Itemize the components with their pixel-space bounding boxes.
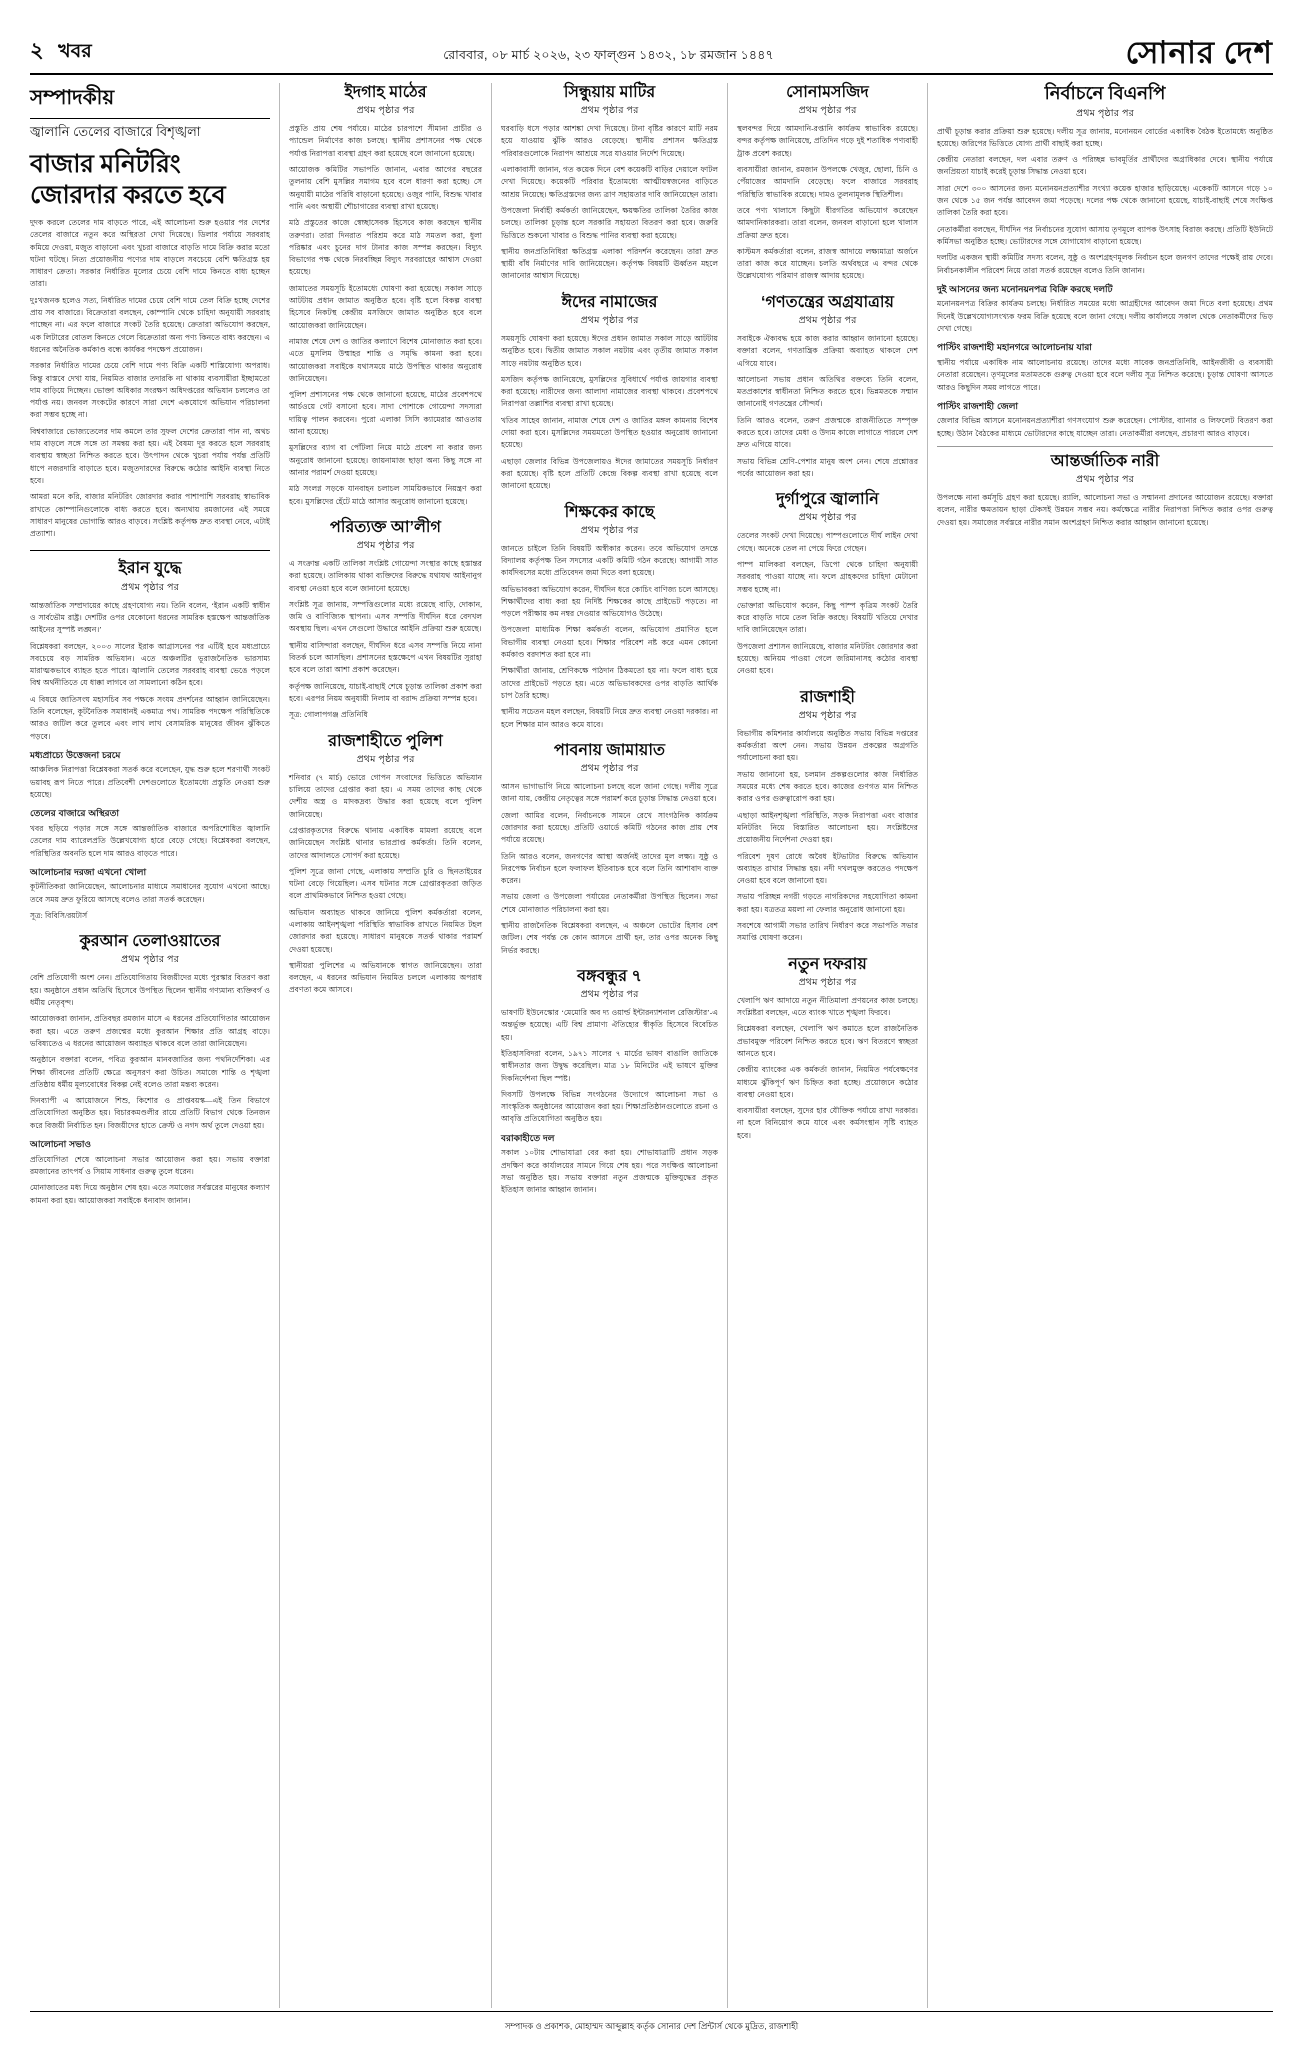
article-paragraph: বিশ্লেষকরা বলছেন, ২০০৩ সালের ইরাক আগ্রাসনের পর এটিই হবে মধ্যপ্রাচ্যে সবচেয়ে বড় সামরিক অভিযান। এতে অঞ্চলটির ভূরাজনৈতিক ভারসাম্য মারাত্মকভাবে ব্যাহত হতে পারে। জ্বালানি তেলের সরবরাহ ব্যবস্থা ভেঙে পড়লে বিশ্ব অর্থনীতিতে যে ধাক্কা লাগবে তা সামলানো কঠিন হবে। bbox=[30, 641, 270, 688]
article-paragraph: দলটির একজন স্থায়ী কমিটির সদস্য বলেন, সুষ্ঠু ও অংশগ্রহণমূলক নির্বাচন হলে জনগণ তাদের পক্ষেই রায় দেবে। নির্বাচনকালীন পরিবেশ নিয়ে তারা সতর্ক রয়েছেন বলেও তিনি জানান। bbox=[937, 253, 1273, 275]
article-paragraph: ব্যবসায়ীরা জানান, রমজান উপলক্ষে খেজুর, ছোলা, চিনি ও পেঁয়াজের আমদানি বেড়েছে। ফলে বাজারে সরবরাহ পরিস্থিতি স্বাভাবিক রয়েছে। দামও তুলনামূলক স্থিতিশীল। bbox=[737, 165, 918, 199]
article-jumpline: প্রথম পৃষ্ঠার পর bbox=[798, 105, 857, 117]
article-paragraph: জেলা আমির বলেন, নির্বাচনকে সামনে রেখে সাংগঠনিক কার্যক্রম জোরদার করা হয়েছে। প্রতিটি ওয়ার্ডে কমিটি গঠনের কাজ প্রায় শেষ পর্যায়ে রয়েছে। bbox=[501, 810, 718, 845]
article-paragraph: জেলার বিভিন্ন আসনে মনোনয়নপ্রত্যাশীরা গণসংযোগ শুরু করেছেন। পোস্টার, ব্যানার ও লিফলেট বিতরণ করা হচ্ছে। উঠান বৈঠকের মাধ্যমে ভোটারদের কাছে যাচ্ছেন তারা। নেতাকর্মীরা বলছেন, প্রচারণা আরও বাড়বে। bbox=[937, 416, 1273, 438]
article-byline: সূত্র: গোলাপগঞ্জ প্রতিনিধি bbox=[289, 710, 368, 720]
article-paragraph: তবে পণ্য খালাসে কিছুটা ধীরগতির অভিযোগ করেছেন আমদানিকারকরা। তারা বলেন, জনবল বাড়ানো হলে খালাস প্রক্রিয়া দ্রুত হবে। bbox=[737, 205, 918, 240]
article-headline: ইরান যুদ্ধে bbox=[118, 560, 182, 578]
article-paragraph: সভায় পরিচ্ছন্ন নগরী গড়তে নাগরিকদের সহযোগিতা কামনা করা হয়। যত্রতত্র ময়লা না ফেলার অনুরোধ জানানো হয়। bbox=[737, 892, 918, 914]
article-paragraph: এ বিষয়ে জাতিসংঘ মহাসচিব সব পক্ষকে সংযম প্রদর্শনের আহ্বান জানিয়েছেন। তিনি বলেছেন, কূটনৈতিক সমাধানই একমাত্র পথ। সামরিক পদক্ষেপ পরিস্থিতিকে আরও জটিল করে তুলবে এবং লাখ লাখ বেসামরিক মানুষের জীবন ঝুঁকিতে পড়বে। bbox=[30, 694, 270, 741]
editorial-paragraph: দুঃখজনক হলেও সত্য, নির্ধারিত দামের চেয়ে বেশি দামে তেল বিক্রি হচ্ছে দেশের প্রায় সব বাজারে। বিক্রেতারা বলছেন, কোম্পানি থেকে চাহিদা অনুযায়ী সরবরাহ পাচ্ছেন না। এর ফলে বাজারে সংকট তৈরি হয়েছে। ক্রেতারা অভিযোগ করছেন, এক লিটারের বোতল কিনতে গেলে বিক্রেতারা অন্য পণ্য কিনতে বাধ্য করছেন। এ ধরনের অনৈতিক কর্মকাণ্ড বন্ধে কার্যকর পদক্ষেপ প্রয়োজন। bbox=[30, 295, 270, 354]
article-paragraph: আয়োজকরা জানান, প্রতিবছর রমজান মাসে এ ধরনের প্রতিযোগিতার আয়োজন করা হয়। এতে তরুণ প্রজন্মের মধ্যে কুরআন শিক্ষার প্রতি আগ্রহ বাড়ে। ভবিষ্যতেও এ ধরনের আয়োজন অব্যাহত থাকবে বলে তারা জানিয়েছেন। bbox=[30, 1014, 270, 1048]
article-paragraph: মাঠ প্রস্তুতের কাজে স্বেচ্ছাসেবক হিসেবে কাজ করছেন স্থানীয় তরুণরা। তারা দিনরাত পরিশ্রম করে মাঠ সমতল করা, ধুলা পরিষ্কার এবং চুনের দাগ টানার কাজ সম্পন্ন করছেন। বিদ্যুৎ বিভাগের পক্ষ থেকে নিরবচ্ছিন্ন বিদ্যুৎ সরবরাহের আশ্বাস দেওয়া হয়েছে। bbox=[289, 218, 482, 277]
article-jumpline: প্রথম পৃষ্ঠার পর bbox=[580, 763, 639, 775]
article-paragraph: শনিবার (৭ মার্চ) ভোরে গোপন সংবাদের ভিত্তিতে অভিযান চালিয়ে তাদের গ্রেপ্তার করা হয়। এ সময় তাদের কাছ থেকে দেশীয় অস্ত্র ও মাদকদ্রব্য উদ্ধার করা হয়েছে বলে পুলিশ জানিয়েছে। bbox=[289, 772, 482, 819]
article-subheading: তেলের বাজারে অস্থিরতা bbox=[30, 808, 119, 819]
article-paragraph: স্থানীয় জনপ্রতিনিধিরা ক্ষতিগ্রস্ত এলাকা পরিদর্শন করেছেন। তারা দ্রুত স্থায়ী বাঁধ নির্মাণের দাবি জানিয়েছেন। কর্তৃপক্ষ বিষয়টি ঊর্ধ্বতন মহলে জানানোর আশ্বাস দিয়েছে। bbox=[501, 246, 718, 281]
article-body bbox=[289, 123, 482, 508]
page-number: ২ bbox=[30, 39, 45, 62]
article-paragraph: স্থানীয়রা পুলিশের এ অভিযানকে স্বাগত জানিয়েছেন। তারা বলছেন, এ ধরনের অভিযান নিয়মিত চললে এলাকায় অপরাধ প্রবণতা কমে আসবে। bbox=[289, 960, 482, 995]
article-headline: রাজশাহী bbox=[800, 688, 855, 706]
article-paragraph: সংশ্লিষ্ট সূত্র জানায়, সম্পত্তিগুলোর মধ্যে রয়েছে বাড়ি, দোকান, জমি ও বাণিজ্যিক স্থাপনা। এসব সম্পত্তি দীর্ঘদিন ধরে বেদখল অবস্থায় ছিল। এখন সেগুলো উদ্ধারে আইনি প্রক্রিয়া শুরু হয়েছে। bbox=[289, 599, 482, 634]
article-paragraph: আঞ্চলিক নিরাপত্তা বিশ্লেষকরা সতর্ক করে বলেছেন, যুদ্ধ শুরু হলে শরণার্থী সংকট ভয়াবহ রূপ নিতে পারে। প্রতিবেশী দেশগুলোতে ইতোমধ্যে প্রস্তুতি নেওয়া শুরু হয়েছে। bbox=[30, 765, 270, 800]
article-porita-awami bbox=[289, 518, 482, 722]
article-paragraph: উপলক্ষে নানা কর্মসূচি গ্রহণ করা হয়েছে। র‍্যালি, আলোচনা সভা ও সম্মাননা প্রদানের আয়োজন রয়েছে। বক্তারা বলেন, নারীর ক্ষমতায়ন ছাড়া টেকসই উন্নয়ন সম্ভব নয়। কর্মক্ষেত্রে নারীর নিরাপত্তা নিশ্চিত করার ওপর গুরুত্ব দেওয়া হয়। সমাজের সর্বস্তরে নারীর সমান অংশগ্রহণ নিশ্চিত করার আহ্বান জানানো হয়েছে। bbox=[937, 493, 1273, 527]
article-paragraph: দিবসটি উপলক্ষে বিভিন্ন সংগঠনের উদ্যোগে আলোচনা সভা ও সাংস্কৃতিক অনুষ্ঠানের আয়োজন করা হয়। শিক্ষাপ্রতিষ্ঠানগুলোতে রচনা ও আবৃত্তি প্রতিযোগিতা অনুষ্ঠিত হয়। bbox=[501, 1089, 718, 1124]
article-jumpline: প্রথম পৃষ্ঠার পর bbox=[356, 539, 415, 551]
column-5 bbox=[928, 83, 1273, 2008]
editorial-paragraph: দুদক করলে তেলের দাম বাড়তে পারে, এই আলোচনা শুরু হওয়ার পর দেশের তেলের বাজারে নতুন করে অস্থিরতা দেখা দিয়েছে। ডিলার পর্যায়ে সরবরাহ কমিয়ে দেওয়া, মজুত বাড়ানো এবং খুচরা বাজারে বাড়তি দামে বিক্রি করার মতো ঘটনা ঘটছে। নিত্য প্রয়োজনীয় পণ্যের দাম বাড়লে সবচেয়ে বেশি ক্ষতিগ্রস্ত হয় সাধারণ ক্রেতা। সরকার নির্ধারিত মূল্যের চেয়ে বেশি দামে কিনতে বাধ্য হচ্ছেন তারা। bbox=[30, 218, 270, 289]
article-jumpline: প্রথম পৃষ্ঠার পর bbox=[580, 105, 639, 117]
article-subheading: মধ্যপ্রাচ্যে উত্তেজনা চরমে bbox=[30, 749, 121, 760]
editorial-body bbox=[30, 217, 270, 540]
article-paragraph: আয়োজক কমিটির সভাপতি জানান, এবার আগের বছরের তুলনায় বেশি মুসল্লির সমাগম হবে বলে ধারণা করা হচ্ছে। সে অনুযায়ী মাঠের পরিধি বাড়ানো হয়েছে। ওজুর পানি, বিশুদ্ধ খাবার পানি এবং অস্থায়ী শৌচাগারের ব্যবস্থা রাখা হয়েছে। bbox=[289, 165, 482, 211]
article-paragraph: স্থানীয় সচেতন মহল বলছেন, বিষয়টি নিয়ে দ্রুত ব্যবস্থা নেওয়া দরকার। না হলে শিক্ষার মান আরও কমে যাবে। bbox=[501, 707, 718, 729]
article-bongobondhu-7 bbox=[501, 967, 718, 1197]
article-jumpline: প্রথম পৃষ্ঠার পর bbox=[798, 512, 857, 524]
footer-divider bbox=[30, 2011, 1273, 2012]
article-jumpline: প্রথম পৃষ্ঠার পর bbox=[580, 524, 639, 536]
article-paragraph: মাঠ সংলগ্ন সড়কে যানবাহন চলাচল সাময়িকভাবে নিয়ন্ত্রণ করা হবে। মুসল্লিদের হেঁটে মাঠে আসার অনুরোধ জানানো হয়েছে। bbox=[289, 484, 482, 506]
article-idgah-mather bbox=[289, 83, 482, 508]
article-rajshahi bbox=[737, 688, 918, 945]
article-ider-namajer bbox=[501, 293, 718, 493]
article-paragraph: আন্তর্জাতিক সম্প্রদায়ের কাছে গ্রহণযোগ্য নয়। তিনি বলেন, ‘ইরান একটি স্বাধীন ও সার্বভৌম রাষ্ট্র। দেশটির ওপর যেকোনো ধরনের সামরিক হস্তক্ষেপ আন্তর্জাতিক আইনের সুস্পষ্ট লঙ্ঘন।’ bbox=[30, 600, 270, 635]
article-paragraph: সবশেষে আগামী সভার তারিখ নির্ধারণ করে সভাপতি সভার সমাপ্তি ঘোষণা করেন। bbox=[737, 921, 918, 943]
editorial-paragraph: সরকার নির্ধারিত দামের চেয়ে বেশি দামে পণ্য বিক্রি একটি শাস্তিযোগ্য অপরাধ। কিন্তু বাস্তবে দেখা যায়, নিয়মিত বাজার তদারকি না থাকায় ব্যবসায়ীরা ইচ্ছামতো দাম বাড়িয়ে দিচ্ছেন। ভোক্তা অধিকার সংরক্ষণ অধিদপ্তরের অভিযান চললেও তা পর্যাপ্ত নয়। জনবল সংকটের কারণে সারা দেশে একযোগে অভিযান পরিচালনা করা সম্ভব হচ্ছে না। bbox=[30, 361, 270, 420]
article-paragraph: স্থানীয় পর্যায়ে একাধিক নাম আলোচনায় রয়েছে। তাদের মধ্যে সাবেক জনপ্রতিনিধি, আইনজীবী ও ব্যবসায়ী নেতারা রয়েছেন। তৃণমূলের মতামতকে গুরুত্ব দেওয়া হবে বলে দলীয় সূত্র নিশ্চিত করেছে। চূড়ান্ত ঘোষণা আসতে আরও কিছুদিন সময় লাগতে পারে। bbox=[937, 357, 1273, 392]
article-jumpline: প্রথম পৃষ্ঠার পর bbox=[356, 105, 415, 117]
article-headline: রাজশাহীতে পুলিশ bbox=[328, 732, 443, 750]
masthead-left bbox=[30, 34, 92, 69]
article-headline-international-women: আন্তর্জাতিক নারী bbox=[1050, 452, 1160, 470]
article-paragraph: তিনি আরও বলেন, তরুণ প্রজন্মকে রাজনীতিতে সম্পৃক্ত করতে হবে। তাদের মেধা ও উদ্যম কাজে লাগাতে পারলে দেশ দ্রুত এগিয়ে যাবে। bbox=[737, 415, 918, 450]
article-subheading: আলোচনা সভাও bbox=[30, 1139, 92, 1150]
article-paragraph: এছাড়া আইনশৃঙ্খলা পরিস্থিতি, সড়ক নিরাপত্তা এবং বাজার মনিটরিং নিয়ে বিস্তারিত আলোচনা হয়। সংশ্লিষ্টদের প্রয়োজনীয় নির্দেশনা দেওয়া হয়। bbox=[737, 810, 918, 845]
article-subheading: দুই আসনের জন্য মনোনয়নপত্র বিক্রি করছে দলটি bbox=[937, 283, 1113, 294]
article-paragraph: বিশ্লেষকরা বলছেন, খেলাপি ঋণ কমাতে হলে রাজনৈতিক প্রভাবমুক্ত পরিবেশ নিশ্চিত করতে হবে। ঋণ বিতরণে স্বচ্ছতা আনতে হবে। bbox=[737, 1024, 918, 1058]
article-byline: সূত্র: বিবিসি/রয়টার্স bbox=[30, 910, 88, 920]
article-jumpline: প্রথম পৃষ্ঠার পর bbox=[1075, 474, 1135, 486]
article-natun-doforay bbox=[737, 955, 918, 1142]
article-subheading: আলোচনার দরজা এখনো খোলা bbox=[30, 866, 147, 877]
article-nirbachone-bnp bbox=[937, 83, 1273, 529]
article-headline: শিক্ষকের কাছে bbox=[564, 503, 655, 521]
article-durgapure-jalani bbox=[737, 490, 918, 677]
column-1 bbox=[30, 83, 280, 2008]
article-paragraph: তেলের সংকট দেখা দিয়েছে। পাম্পগুলোতে দীর্ঘ লাইন দেখা গেছে। অনেকে তেল না পেয়ে ফিরে গেছেন। bbox=[737, 531, 918, 553]
article-paragraph: আলোচনা সভায় প্রধান অতিথির বক্তব্যে তিনি বলেন, মতপ্রকাশের স্বাধীনতা নিশ্চিত করতে হবে। ভিন্নমতকে সম্মান জানানোই গণতন্ত্রের সৌন্দর্য। bbox=[737, 374, 918, 409]
article-body bbox=[501, 781, 718, 957]
article-body bbox=[737, 333, 918, 480]
article-headline: নির্বাচনে বিএনপি bbox=[1044, 83, 1166, 103]
section-name: খবর bbox=[58, 41, 92, 62]
editorial-headline: বাজার মনিটরিং জোরদার করতে হবে bbox=[30, 150, 226, 209]
article-paragraph: উপজেলা নির্বাহী কর্মকর্তা জানিয়েছেন, ক্ষয়ক্ষতির তালিকা তৈরির কাজ চলছে। তালিকা চূড়ান্ত হলে সরকারি সহায়তা বিতরণ করা হবে। জরুরি ভিত্তিতে শুকনো খাবার ও বিশুদ্ধ পানির ব্যবস্থা করা হয়েছে। bbox=[501, 205, 718, 240]
article-body bbox=[937, 492, 1273, 529]
article-headline: কুরআন তেলাওয়াতের bbox=[79, 933, 221, 951]
article-paragraph: সারা দেশে ৩০০ আসনের জন্য মনোনয়নপ্রত্যাশীর সংখ্যা কয়েক হাজার ছাড়িয়েছে। একেকটি আসনে গড়ে ১০ জন থেকে ১৫ জন পর্যন্ত আবেদন জমা পড়েছে। দলের পক্ষ থেকে জানানো হয়েছে, যাচাই-বাছাই শেষে সংক্ষিপ্ত তালিকা তৈরি করা হবে। bbox=[937, 183, 1273, 218]
article-paragraph: কর্তৃপক্ষ জানিয়েছে, যাচাই-বাছাই শেষে চূড়ান্ত তালিকা প্রকাশ করা হবে। এরপর নিয়ম অনুযায়ী নিলাম বা বরাদ্দ প্রক্রিয়া সম্পন্ন হবে। bbox=[289, 681, 482, 703]
article-jumpline: প্রথম পৃষ্ঠার পর bbox=[120, 954, 180, 966]
article-body bbox=[737, 123, 918, 283]
column-4 bbox=[728, 83, 928, 2008]
article-paragraph: কেন্দ্রীয় নেতারা বলছেন, দল এবার তরুণ ও পরিচ্ছন্ন ভাবমূর্তির প্রার্থীদের অগ্রাধিকার দেবে। স্থানীয় পর্যায়ে জনপ্রিয়তা যাচাই করেই চূড়ান্ত সিদ্ধান্ত নেওয়া হবে। bbox=[937, 155, 1273, 177]
article-body bbox=[289, 772, 482, 997]
article-paragraph: খবর ছড়িয়ে পড়ার সঙ্গে সঙ্গে আন্তর্জাতিক বাজারে অপরিশোধিত জ্বালানি তেলের দাম ব্যারেলপ্রতি উল্লেখযোগ্য হারে বেড়ে গেছে। বিশ্লেষকরা বলছেন, পরিস্থিতির অবনতি হলে দাম আরও বাড়তে পারে। bbox=[30, 823, 270, 858]
article-quran-telawat bbox=[30, 932, 270, 1207]
article-body bbox=[501, 543, 718, 731]
article-paragraph: এছাড়া জেলার বিভিন্ন উপজেলায়ও ঈদের জামাতের সময়সূচি নির্ধারণ করা হয়েছে। বৃষ্টি হলে প্রতিটি কেন্দ্রে বিকল্প ব্যবস্থা রাখা হয়েছে বলে জানানো হয়েছে। bbox=[501, 456, 718, 491]
date-line: রোববার, ০৮ মার্চ ২০২৬, ২৩ ফাল্গুন ১৪৩২, ১৮ রমজান ১৪৪৭ bbox=[443, 48, 774, 62]
article-body bbox=[501, 1007, 718, 1196]
article-sindhuay-matir bbox=[501, 83, 718, 283]
article-paragraph: স্থানীয় রাজনৈতিক বিশ্লেষকরা বলছেন, এ অঞ্চলে ভোটের হিসাব বেশ জটিল। শেষ পর্যন্ত কে কোন আসনে প্রার্থী হন, তার ওপর অনেক কিছু নির্ভর করছে। bbox=[501, 921, 718, 955]
article-body bbox=[30, 972, 270, 1206]
article-pabnay-jamaat bbox=[501, 741, 718, 957]
article-paragraph: ভাষণটি ইউনেস্কোর ‘মেমোরি অব দ্য ওয়ার্ল্ড ইন্টারন্যাশনাল রেজিস্টার’-এ অন্তর্ভুক্ত হয়েছে। এটি বিশ্ব প্রামাণ্য ঐতিহ্যের স্বীকৃতি হিসেবে বিবেচিত হয়। bbox=[501, 1008, 718, 1042]
article-body bbox=[737, 728, 918, 945]
article-paragraph: দিনব্যাপী এ আয়োজনে শিশু, কিশোর ও প্রাপ্তবয়স্ক—এই তিন বিভাগে প্রতিযোগিতা অনুষ্ঠিত হয়। বিচারকমণ্ডলীর রায়ে প্রতিটি বিভাগ থেকে তিনজন করে বিজয়ী নির্বাচিত হন। বিজয়ীদের হাতে ক্রেস্ট ও নগদ অর্থ তুলে দেওয়া হয়। bbox=[30, 1096, 270, 1130]
article-body bbox=[30, 600, 270, 923]
article-jumpline: প্রথম পৃষ্ঠার পর bbox=[1075, 107, 1135, 119]
article-paragraph: মোনাজাতের মধ্য দিয়ে অনুষ্ঠান শেষ হয়। এতে সমাজের সর্বস্তরের মানুষের কল্যাণ কামনা করা হয়। আয়োজকরা সবাইকে ধন্যবাদ জানান। bbox=[30, 1183, 270, 1205]
article-paragraph: ভোক্তারা অভিযোগ করেন, কিছু পাম্প কৃত্রিম সংকট তৈরি করে বাড়তি দামে তেল বিক্রি করছে। বিষয়টি খতিয়ে দেখার দাবি জানিয়েছেন তারা। bbox=[737, 600, 918, 635]
editorial-paragraph: বিশ্ববাজারে ভোজ্যতেলের দাম কমলে তার সুফল দেশের ক্রেতারা পান না, অথচ দাম বাড়লে সঙ্গে সঙ্গে তা সমন্বয় করা হয়। এই বৈষম্য দূর করতে হলে সরবরাহ ব্যবস্থায় স্বচ্ছতা নিশ্চিত করতে হবে। উৎপাদন থেকে খুচরা পর্যায় পর্যন্ত প্রতিটি ধাপে নজরদারি বাড়াতে হবে। মজুতদারদের বিরুদ্ধে কঠোর আইনি ব্যবস্থা নিতে হবে। bbox=[30, 426, 270, 485]
article-headline: সিন্ধুয়ায় মাটির bbox=[563, 84, 656, 101]
article-jumpline: প্রথম পৃষ্ঠার পর bbox=[580, 314, 639, 326]
article-headline: দুর্গাপুরে জ্বালানি bbox=[776, 491, 879, 509]
article-subheading: পাস্টিং রাজশাহী জেলা bbox=[937, 400, 1019, 411]
article-jumpline: প্রথম পৃষ্ঠার পর bbox=[120, 581, 180, 593]
article-body bbox=[937, 126, 1273, 440]
article-paragraph: কূটনীতিকরা জানিয়েছেন, আলোচনার মাধ্যমে সমাধানের সুযোগ এখনো আছে। তবে সময় দ্রুত ফুরিয়ে আসছে বলেও তারা সতর্ক করেছেন। bbox=[30, 882, 270, 904]
article-headline: নতুন দফরায় bbox=[788, 955, 867, 973]
article-paragraph: পুলিশ প্রশাসনের পক্ষ থেকে জানানো হয়েছে, মাঠের প্রবেশপথে আর্চওয়ে গেট বসানো হবে। সাদা পোশাকে গোয়েন্দা সদস্যরা দায়িত্ব পালন করবেন। পুরো এলাকা সিসি ক্যামেরার আওতায় আনা হয়েছে। bbox=[289, 390, 482, 437]
article-paragraph: জামাতের সময়সূচি ইতোমধ্যে ঘোষণা করা হয়েছে। সকাল সাড়ে আটটায় প্রধান জামাত অনুষ্ঠিত হবে। বৃষ্টি হলে বিকল্প ব্যবস্থা হিসেবে নিকটস্থ কেন্দ্রীয় মসজিদে জামাত অনুষ্ঠিত হবে বলে আয়োজকরা জানিয়েছেন। bbox=[289, 283, 482, 330]
article-body bbox=[737, 530, 918, 677]
article-paragraph: মসজিদ কর্তৃপক্ষ জানিয়েছে, মুসল্লিদের সুবিধার্থে পর্যাপ্ত জায়গার ব্যবস্থা করা হয়েছে। নারীদের জন্য আলাদা নামাজের ব্যবস্থা থাকবে। প্রবেশপথে নিরাপত্তা তল্লাশির ব্যবস্থা রাখা হয়েছে। bbox=[501, 374, 718, 409]
article-headline: পরিত্যক্ত আ’লীগ bbox=[330, 518, 441, 536]
article-paragraph: প্রস্তুতি প্রায় শেষ পর্যায়ে। মাঠের চারপাশে সীমানা প্রাচীর ও প্যান্ডেল নির্মাণের কাজ চলছে। স্থানীয় প্রশাসনের পক্ষ থেকে পর্যাপ্ত নিরাপত্তা ব্যবস্থা গ্রহণ করা হয়েছে বলে জানানো হয়েছে। bbox=[289, 124, 482, 158]
article-jumpline: প্রথম পৃষ্ঠার পর bbox=[798, 314, 857, 326]
article-subheading: পাস্টিং রাজশাহী মহানগরে আলোচনায় যারা bbox=[937, 342, 1092, 353]
article-paragraph: জানতে চাইলে তিনি বিষয়টি অস্বীকার করেন। তবে অভিযোগ তদন্তে বিদ্যালয় কর্তৃপক্ষ তিন সদস্যের একটি কমিটি গঠন করেছে। আগামী সাত কার্যদিবসের মধ্যে প্রতিবেদন জমা দিতে বলা হয়েছে। bbox=[501, 543, 718, 578]
article-paragraph: অভিযান অব্যাহত থাকবে জানিয়ে পুলিশ কর্মকর্তারা বলেন, এলাকায় আইনশৃঙ্খলা পরিস্থিতি স্বাভাবিক রাখতে নিয়মিত টহল জোরদার করা হয়েছে। সাধারণ মানুষকে সতর্ক থাকার পরামর্শ দেওয়া হয়েছে। bbox=[289, 907, 482, 954]
article-subheading: বরাকাহীতে দল bbox=[501, 1132, 555, 1143]
article-paragraph: তিনি আরও বলেন, জনগণের আস্থা অর্জনই তাদের মূল লক্ষ্য। সুষ্ঠু ও নিরপেক্ষ নির্বাচন হলে ফলাফল ইতিবাচক হবে বলে তিনি আশাবাদ ব্যক্ত করেন। bbox=[501, 851, 718, 886]
article-paragraph: ব্যবসায়ীরা বলছেন, সুদের হার যৌক্তিক পর্যায়ে রাখা দরকার। না হলে বিনিয়োগ কমে যাবে এবং কর্মসংস্থান সৃষ্টি ব্যাহত হবে। bbox=[737, 1106, 918, 1140]
article-paragraph: মনোনয়নপত্র বিক্রির কার্যক্রম চলছে। নির্ধারিত সময়ের মধ্যে আগ্রহীদের আবেদন জমা দিতে বলা হয়েছে। প্রথম দিনেই উল্লেখযোগ্যসংখ্যক ফরম বিক্রি হয়েছে বলে জানা গেছে। দলীয় কার্যালয়ে সকাল থেকে নেতাকর্মীদের ভিড় দেখা গেছে। bbox=[937, 299, 1273, 334]
article-gonotontrer-ogrojatray bbox=[737, 293, 918, 480]
article-paragraph: স্থলবন্দর দিয়ে আমদানি-রপ্তানি কার্যক্রম স্বাভাবিক রয়েছে। বন্দর কর্তৃপক্ষ জানিয়েছে, প্রতিদিন গড়ে দুই শতাধিক পণ্যবাহী ট্রাক প্রবেশ করছে। bbox=[737, 124, 918, 158]
editorial-paragraph: আমরা মনে করি, বাজার মনিটরিং জোরদার করার পাশাপাশি সরবরাহ স্বাভাবিক রাখতে কোম্পানিগুলোকে বাধ্য করতে হবে। অন্যথায় রমজানের এই সময়ে সাধারণ মানুষের ভোগান্তি আরও বাড়বে। সংশ্লিষ্ট কর্তৃপক্ষ দ্রুত ব্যবস্থা নেবে, এটাই প্রত্যাশা। bbox=[30, 492, 270, 539]
article-paragraph: প্রতিযোগিতা শেষে আলোচনা সভার আয়োজন করা হয়। সভায় বক্তারা রমজানের তাৎপর্য ও সিয়াম সাধনার গুরুত্ব তুলে ধরেন। bbox=[30, 1154, 270, 1176]
article-paragraph: এলাকাবাসী জানান, গত কয়েক দিনে বেশ কয়েকটি বাড়ির দেয়ালে ফাটল দেখা দিয়েছে। কয়েকটি পরিবার ইতোমধ্যে আত্মীয়স্বজনের বাড়িতে আশ্রয় নিয়েছে। ক্ষতিগ্রস্তদের জন্য ত্রাণ সহায়তার দাবি জানিয়েছেন তারা। bbox=[501, 165, 718, 199]
article-body bbox=[501, 123, 718, 283]
article-paragraph: পরিবেশ দূষণ রোধে অবৈধ ইটভাটার বিরুদ্ধে অভিযান অব্যাহত রাখার সিদ্ধান্ত হয়। নদী দখলমুক্ত করতেও পদক্ষেপ নেওয়া হবে বলে জানানো হয়। bbox=[737, 851, 918, 886]
article-paragraph: সভায় জানানো হয়, চলমান প্রকল্পগুলোর কাজ নির্ধারিত সময়ের মধ্যে শেষ করতে হবে। কাজের গুণগত মান নিশ্চিত করার ওপর গুরুত্বারোপ করা হয়। bbox=[737, 769, 918, 804]
article-headline: সোনামসজিদ bbox=[786, 84, 869, 101]
paper-name: সোনার দেশ bbox=[1125, 35, 1273, 70]
article-paragraph: খেলাপি ঋণ আদায়ে নতুন নীতিমালা প্রণয়নের কাজ চলছে। সংশ্লিষ্টরা বলছেন, এতে ব্যাংক খাতে শৃঙ্খলা ফিরবে। bbox=[737, 995, 918, 1018]
article-jumpline: প্রথম পৃষ্ঠার পর bbox=[356, 753, 415, 765]
article-headline: বঙ্গবন্ধুর ৭ bbox=[577, 967, 642, 985]
article-paragraph: গ্রেপ্তারকৃতদের বিরুদ্ধে থানায় একাধিক মামলা রয়েছে বলে জানিয়েছেন সংশ্লিষ্ট থানার ভারপ্রাপ্ত কর্মকর্তা। তিনি বলেন, তাদের আদালতে সোপর্দ করা হয়েছে। bbox=[289, 825, 482, 860]
article-paragraph: অনুষ্ঠানে বক্তারা বলেন, পবিত্র কুরআন মানবজাতির জন্য পথনির্দেশিকা। এর শিক্ষা জীবনের প্রতিটি ক্ষেত্রে অনুসরণ করা উচিত। সমাজে শান্তি ও শৃঙ্খলা প্রতিষ্ঠায় ধর্মীয় মূল্যবোধের বিকল্প নেই বলেও তারা মন্তব্য করেন। bbox=[30, 1055, 270, 1089]
article-paragraph: সবাইকে ঐক্যবদ্ধ হয়ে কাজ করার আহ্বান জানানো হয়েছে। বক্তারা বলেন, গণতান্ত্রিক প্রক্রিয়া অব্যাহত থাকলে দেশ এগিয়ে যাবে। bbox=[737, 333, 918, 368]
article-paragraph: শিক্ষার্থীরা জানায়, শ্রেণিকক্ষে পাঠদান ঠিকমতো হয় না। ফলে বাধ্য হয়ে তাদের প্রাইভেট পড়তে হয়। এতে অভিভাবকদের ওপর বাড়তি আর্থিক চাপ তৈরি হচ্ছে। bbox=[501, 666, 718, 700]
article-paragraph: সভায় বিভিন্ন শ্রেণি-পেশার মানুষ অংশ নেন। শেষে প্রশ্নোত্তর পর্বের আয়োজন করা হয়। bbox=[737, 456, 918, 478]
article-paragraph: উপজেলা প্রশাসন জানিয়েছে, বাজার মনিটরিং জোরদার করা হয়েছে। অনিয়ম পাওয়া গেলে জরিমানাসহ কঠোর ব্যবস্থা নেওয়া হবে। bbox=[737, 641, 918, 676]
section-divider bbox=[937, 446, 1273, 447]
column-2 bbox=[280, 83, 492, 2008]
article-paragraph: নামাজ শেষে দেশ ও জাতির কল্যাণে বিশেষ মোনাজাত করা হবে। এতে মুসলিম উম্মাহর শান্তি ও সমৃদ্ধি কামনা করা হবে। আয়োজকরা সবাইকে যথাসময়ে মাঠে উপস্থিত থাকার অনুরোধ জানিয়েছেন। bbox=[289, 336, 482, 383]
article-paragraph: ঘরবাড়ি ধসে পড়ার আশঙ্কা দেখা দিয়েছে। টানা বৃষ্টির কারণে মাটি নরম হয়ে যাওয়ায় ঝুঁকি আরও বেড়েছে। স্থানীয় প্রশাসন ক্ষতিগ্রস্ত পরিবারগুলোকে নিরাপদ আশ্রয়ে সরে যাওয়ার নির্দেশ দিয়েছে। bbox=[501, 124, 718, 158]
article-jumpline: প্রথম পৃষ্ঠার পর bbox=[580, 989, 639, 1001]
article-paragraph: সময়সূচি ঘোষণা করা হয়েছে। ঈদের প্রধান জামাত সকাল সাড়ে আটটায় অনুষ্ঠিত হবে। দ্বিতীয় জামাত সকাল নয়টায় এবং তৃতীয় জামাত সকাল সাড়ে নয়টায় অনুষ্ঠিত হবে। bbox=[501, 333, 718, 368]
article-jumpline: প্রথম পৃষ্ঠার পর bbox=[798, 709, 857, 721]
editorial-block bbox=[30, 83, 270, 551]
article-paragraph: পুলিশ সূত্রে জানা গেছে, এলাকায় সম্প্রতি চুরি ও ছিনতাইয়ের ঘটনা বেড়ে গিয়েছিল। এসব ঘটনার সঙ্গে গ্রেপ্তারকৃতরা জড়িত বলে প্রাথমিকভাবে নিশ্চিত হওয়া গেছে। bbox=[289, 866, 482, 901]
article-paragraph: বিভাগীয় কমিশনার কার্যালয়ে অনুষ্ঠিত সভায় বিভিন্ন দপ্তরের কর্মকর্তারা অংশ নেন। সভায় উন্নয়ন প্রকল্পের অগ্রগতি পর্যালোচনা করা হয়। bbox=[737, 728, 918, 763]
article-headline: ইদগাহ মাঠের bbox=[344, 84, 427, 101]
article-rajshahi-police bbox=[289, 732, 482, 997]
article-shikkhoker-kachhe bbox=[501, 503, 718, 731]
article-paragraph: বেশি প্রতিযোগী অংশ নেন। প্রতিযোগিতায় বিজয়ীদের মধ্যে পুরস্কার বিতরণ করা হয়। অনুষ্ঠানে প্রধান অতিথি হিসেবে উপস্থিত ছিলেন স্থানীয় গণ্যমান্য ব্যক্তিবর্গ ও ধর্মীয় নেতৃবৃন্দ। bbox=[30, 973, 270, 1008]
article-paragraph: প্রার্থী চূড়ান্ত করার প্রক্রিয়া শুরু হয়েছে। দলীয় সূত্র জানায়, মনোনয়ন বোর্ডের একাধিক বৈঠক ইতোমধ্যে অনুষ্ঠিত হয়েছে। জরিপের ভিত্তিতে যোগ্য প্রার্থী বাছাই করা হচ্ছে। bbox=[937, 126, 1273, 148]
article-paragraph: স্থানীয় বাসিন্দারা বলছেন, দীর্ঘদিন ধরে এসব সম্পত্তি নিয়ে নানা বিতর্ক চলে আসছিল। প্রশাসনের হস্তক্ষেপে এখন বিষয়টির সুরাহা হবে বলে তারা আশা প্রকাশ করেছেন। bbox=[289, 640, 482, 675]
masthead bbox=[30, 34, 1273, 75]
article-paragraph: খতিব সাহেব জানান, নামাজ শেষে দেশ ও জাতির মঙ্গল কামনায় বিশেষ দোয়া করা হবে। মুসল্লিদের সময়মতো উপস্থিত হওয়ার অনুরোধ জানানো হয়েছে। bbox=[501, 415, 718, 450]
article-paragraph: সকাল ১০টায় শোভাযাত্রা বের করা হয়। শোভাযাত্রাটি প্রধান সড়ক প্রদক্ষিণ করে কার্যালয়ের সামনে গিয়ে শেষ হয়। পরে সংক্ষিপ্ত আলোচনা সভা অনুষ্ঠিত হয়। সভায় বক্তারা নতুন প্রজন্মকে মুক্তিযুদ্ধের প্রকৃত ইতিহাস জানার আহ্বান জানান। bbox=[501, 1148, 718, 1195]
article-paragraph: অভিভাবকরা অভিযোগ করেন, দীর্ঘদিন ধরে কোচিং বাণিজ্য চলে আসছে। শিক্ষার্থীদের বাধ্য করা হয় নির্দিষ্ট শিক্ষকের কাছে প্রাইভেট পড়তে। না পড়লে পরীক্ষায় কম নম্বর দেওয়ার অভিযোগও উঠেছে। bbox=[501, 584, 718, 619]
columns-container bbox=[30, 83, 1273, 2008]
article-paragraph: পাম্প মালিকরা বলছেন, ডিপো থেকে চাহিদা অনুযায়ী সরবরাহ পাওয়া যাচ্ছে না। ফলে গ্রাহকদের চাহিদা মেটানো সম্ভব হচ্ছে না। bbox=[737, 559, 918, 594]
article-paragraph: সভায় জেলা ও উপজেলা পর্যায়ের নেতাকর্মীরা উপস্থিত ছিলেন। সভা শেষে মোনাজাত পরিচালনা করা হয়। bbox=[501, 892, 718, 914]
article-paragraph: কাস্টমস কর্মকর্তারা বলেন, রাজস্ব আদায়ে লক্ষ্যমাত্রা অর্জনে তারা কাজ করে যাচ্ছেন। চলতি অর্থবছরে এ বন্দর থেকে উল্লেখযোগ্য পরিমাণ রাজস্ব আদায় হয়েছে। bbox=[737, 246, 918, 281]
article-headline: ঈদের নামাজের bbox=[561, 293, 658, 311]
article-paragraph: এ সংক্রান্ত একটি তালিকা সংশ্লিষ্ট গোয়েন্দা সংস্থার কাছে হস্তান্তর করা হয়েছে। তালিকায় থাকা ব্যক্তিদের বিরুদ্ধে যথাযথ আইনানুগ ব্যবস্থা নেওয়া হবে বলে জানানো হয়েছে। bbox=[289, 558, 482, 593]
article-jumpline: প্রথম পৃষ্ঠার পর bbox=[798, 976, 857, 988]
article-headline: পাবনায় জামায়াত bbox=[553, 741, 665, 759]
imprint-line: সম্পাদক ও প্রকাশক, মোহাম্মদ আব্দুল্লাহ কর্তৃক সোনার দেশ প্রিন্টার্স থেকে মুদ্রিত, রাজশাহী bbox=[504, 2021, 799, 2031]
article-iran-juddho bbox=[30, 559, 270, 922]
article-paragraph: কেন্দ্রীয় ব্যাংকের এক কর্মকর্তা জানান, নিয়মিত পর্যবেক্ষণের মাধ্যমে ঝুঁকিপূর্ণ ঋণ চিহ্নিত করা হচ্ছে। প্রয়োজনে কঠোর ব্যবস্থা নেওয়া হবে। bbox=[737, 1065, 918, 1099]
article-body bbox=[501, 333, 718, 493]
article-paragraph: আসন ভাগাভাগি নিয়ে আলোচনা চলছে বলে জানা গেছে। দলীয় সূত্রে জানা যায়, কেন্দ্রীয় নেতৃত্বের সঙ্গে পরামর্শ করে চূড়ান্ত সিদ্ধান্ত নেওয়া হবে। bbox=[501, 782, 718, 804]
editorial-label: সম্পাদকীয় bbox=[30, 83, 270, 119]
article-body bbox=[289, 558, 482, 722]
article-headline: ‘গণতন্ত্রের অগ্রযাত্রায় bbox=[761, 293, 894, 311]
article-sonamasjid bbox=[737, 83, 918, 283]
article-paragraph: নেতাকর্মীরা বলছেন, দীর্ঘদিন পর নির্বাচনের সুযোগ আসায় তৃণমূলে ব্যাপক উৎসাহ বিরাজ করছে। প্রতিটি ইউনিটে কর্মিসভা অনুষ্ঠিত হচ্ছে। ভোটারদের সঙ্গে যোগাযোগ বাড়ানো হয়েছে। bbox=[937, 224, 1273, 246]
article-paragraph: উপজেলা মাধ্যমিক শিক্ষা কর্মকর্তা বলেন, অভিযোগ প্রমাণিত হলে বিভাগীয় ব্যবস্থা নেওয়া হবে। শিক্ষার পরিবেশ নষ্ট করে এমন কোনো কর্মকাণ্ড বরদাশত করা হবে না। bbox=[501, 625, 718, 660]
article-paragraph: ইতিহাসবিদরা বলেন, ১৯৭১ সালের ৭ মার্চের ভাষণ বাঙালি জাতিকে স্বাধীনতার জন্য উদ্বুদ্ধ করেছিল। মাত্র ১৮ মিনিটের এই ভাষণে মুক্তির দিকনির্দেশনা ছিল স্পষ্ট। bbox=[501, 1048, 718, 1083]
article-body bbox=[737, 995, 918, 1142]
article-paragraph: মুসল্লিদের ব্যাগ বা পোঁটলা নিয়ে মাঠে প্রবেশ না করার জন্য অনুরোধ জানানো হয়েছে। জায়নামাজ ছাড়া অন্য কিছু সঙ্গে না আনার পরামর্শ দেওয়া হয়েছে। bbox=[289, 443, 482, 477]
editorial-kicker: জ্বালানি তেলের বাজারে বিশৃঙ্খলা bbox=[30, 124, 201, 139]
column-3 bbox=[492, 83, 728, 2008]
